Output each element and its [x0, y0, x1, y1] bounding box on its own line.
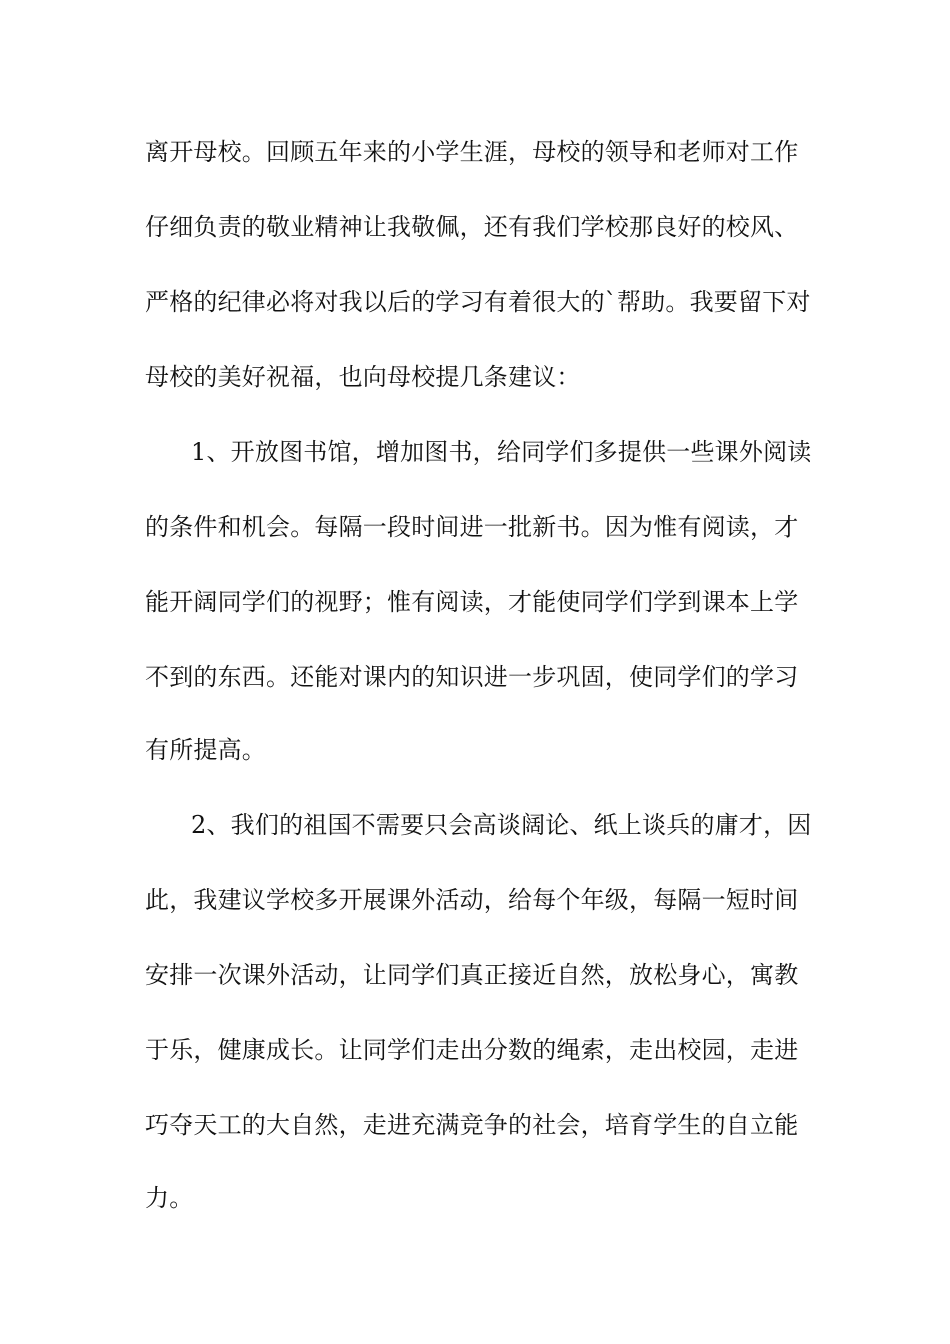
paragraph-start-line: 1、开放图书馆，增加图书，给同学们多提供一些课外阅读	[191, 438, 812, 466]
text-line: 力。	[145, 1184, 194, 1212]
text-line: 不到的东西。还能对课内的知识进一步巩固，使同学们的学习	[145, 663, 799, 691]
text-line: 于乐，健康成长。让同学们走出分数的绳索，走出校园，走进	[145, 1036, 799, 1064]
text-line: 此，我建议学校多开展课外活动，给每个年级，每隔一短时间	[145, 886, 799, 914]
text-line: 母校的美好祝福，也向母校提几条建议：	[145, 363, 581, 391]
text-line: 有所提高。	[145, 736, 266, 764]
text-line: 仔细负责的敬业精神让我敬佩，还有我们学校那良好的校风、	[145, 213, 799, 241]
text-line: 安排一次课外活动，让同学们真正接近自然，放松身心，寓教	[145, 961, 799, 989]
paragraph-start-line: 2、我们的祖国不需要只会高谈阔论、纸上谈兵的庸才，因	[191, 811, 812, 839]
text-line: 严格的纪律必将对我以后的学习有着很大的`帮助。我要留下对	[145, 288, 811, 316]
text-line: 巧夺天工的大自然，走进充满竞争的社会，培育学生的自立能	[145, 1111, 799, 1139]
text-line: 离开母校。回顾五年来的小学生涯，母校的领导和老师对工作	[145, 138, 799, 166]
text-line: 能开阔同学们的视野；惟有阅读，才能使同学们学到课本上学	[145, 588, 799, 616]
text-line: 的条件和机会。每隔一段时间进一批新书。因为惟有阅读，才	[145, 513, 799, 541]
